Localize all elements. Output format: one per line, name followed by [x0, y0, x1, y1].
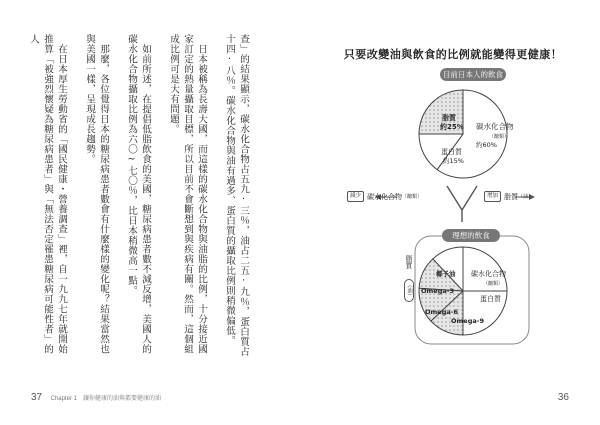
- right-page: [300, 0, 600, 425]
- ideal-coconut-label: 椰子油: [436, 270, 456, 278]
- figure-heading: 只要改變油與飲食的比例就能變得更健康！: [343, 48, 563, 61]
- page-number: 37: [31, 392, 43, 403]
- body-text: [12, 34, 250, 359]
- ideal-omega3-label: Omega-3: [421, 287, 454, 295]
- ideal-fat-side-text: 脂質: [405, 255, 413, 269]
- current-carb-sub: （醣類）: [489, 134, 510, 140]
- paragraph-1: 查」的結果顯示，碳水化合物占五九‧三％，油占二五‧九％，蛋白質占十四‧八％。碳水化合物與油有過多、蛋白質的攝取比例則稍微偏低。: [224, 34, 249, 357]
- page-number-right: 36: [557, 392, 569, 403]
- current-carb-label: 碳水化合物: [476, 122, 514, 131]
- ideal-diet-pill: 理想的飲食: [442, 229, 500, 242]
- increase-item: 脂質: [504, 192, 519, 201]
- increase-tag: 增加: [484, 191, 501, 202]
- ideal-fat-side-label: [404, 255, 414, 302]
- chapter-running-head: Chapter 1 讓你健康的油與都要健康的油: [50, 396, 161, 402]
- current-fat-label: 脂質: [442, 114, 456, 122]
- current-fat-value: 約25%: [440, 123, 464, 131]
- current-protein-value: 約15%: [443, 157, 464, 165]
- increase-item-sub: （油）: [518, 194, 534, 200]
- ideal-protein-label: 蛋白質: [480, 295, 501, 303]
- paragraph-5: 在日本厚生勞動省的「國民健康・營養調查」裡，自一九九七年就開始推算「被強烈懷疑為糖尿病患者」與「無法否定罹患糖尿病可能性者」的人: [28, 34, 67, 354]
- ideal-carb-label: 碳水化合物: [471, 270, 506, 278]
- current-carb-value: 約60%: [476, 141, 497, 149]
- diet-diagram: [300, 0, 600, 425]
- paragraph-2: 日本被稱為長壽大國，而這樣的碳水化合物與油脂的比例，十分接近國家訂定的熱量攝取目標，所以目前不會斷想到與疾病有關。然而，這個組成比例可是大有問題。: [168, 34, 207, 354]
- reduce-carb-label: [344, 191, 422, 202]
- paragraph-4: 那麼，各位覺得日本的糖尿病患者數會有什麼樣的變化呢？結果當然也與美國一樣，呈現成長趨勢。: [84, 34, 109, 354]
- ideal-carb-sub: （醣類）: [483, 281, 504, 287]
- ideal-omega6-label: Omega-6: [425, 308, 458, 316]
- reduce-item: 碳水化合物: [367, 192, 403, 201]
- current-protein-label: 蛋白質: [441, 148, 462, 156]
- ideal-omega9-label: Omega-9: [451, 317, 484, 325]
- ideal-fat-side-sub: （油）: [404, 279, 414, 302]
- reduce-item-sub: （醣類）: [402, 194, 423, 200]
- paragraph-3: 如前所述，在提倡低脂飲食的美國，糖尿病患者數不減反增，美國人的碳水化合物攝取比例為六〇~七〇％，比日本稍微高一點。: [126, 34, 151, 354]
- down-arrow: [447, 186, 477, 210]
- left-folio: [31, 392, 161, 403]
- reduce-tag: 減少: [347, 191, 364, 202]
- increase-fat-label: [481, 191, 533, 202]
- current-diet-pill: 目前日本人的飲食: [440, 68, 506, 81]
